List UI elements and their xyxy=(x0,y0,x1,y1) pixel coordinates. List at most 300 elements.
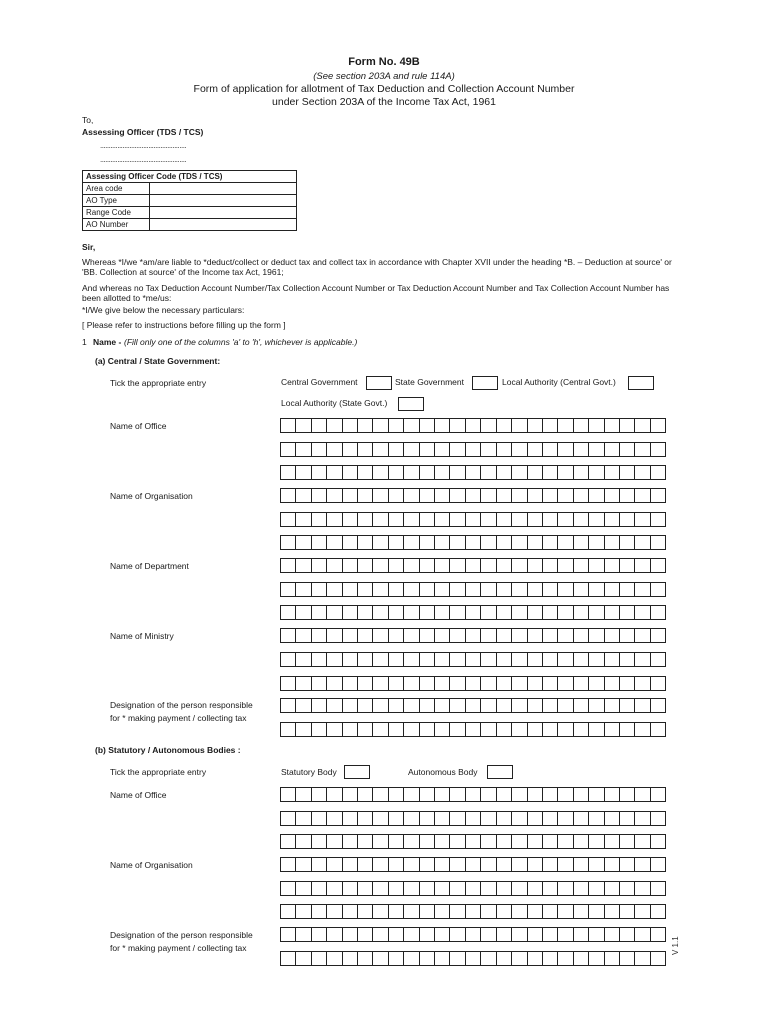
char-cell[interactable] xyxy=(634,835,649,848)
char-cell[interactable] xyxy=(496,952,511,965)
char-cell[interactable] xyxy=(403,489,418,502)
char-cell[interactable] xyxy=(573,858,588,871)
char-cell[interactable] xyxy=(434,677,449,690)
char-cell[interactable] xyxy=(480,466,495,479)
char-cell[interactable] xyxy=(403,513,418,526)
char-cell[interactable] xyxy=(403,583,418,596)
char-cell[interactable] xyxy=(604,928,619,941)
char-cell[interactable] xyxy=(588,812,603,825)
char-cell[interactable] xyxy=(527,606,542,619)
char-cell[interactable] xyxy=(619,466,634,479)
char-cell[interactable] xyxy=(604,653,619,666)
char-cell[interactable] xyxy=(542,443,557,456)
char-cell[interactable] xyxy=(619,443,634,456)
char-cell[interactable] xyxy=(449,812,464,825)
char-cell[interactable] xyxy=(604,443,619,456)
char-cell[interactable] xyxy=(326,699,341,712)
char-cell[interactable] xyxy=(449,489,464,502)
char-cell[interactable] xyxy=(434,583,449,596)
char-cell[interactable] xyxy=(542,677,557,690)
char-cell[interactable] xyxy=(465,699,480,712)
char-cell[interactable] xyxy=(527,677,542,690)
char-cell[interactable] xyxy=(311,443,326,456)
char-cell[interactable] xyxy=(634,952,649,965)
char-cell[interactable] xyxy=(326,882,341,895)
char-cell[interactable] xyxy=(326,723,341,736)
char-cell[interactable] xyxy=(311,536,326,549)
char-cell[interactable] xyxy=(357,788,372,801)
char-cell[interactable] xyxy=(419,788,434,801)
char-cell[interactable] xyxy=(650,653,665,666)
char-cell[interactable] xyxy=(434,858,449,871)
char-cell[interactable] xyxy=(619,812,634,825)
char-cell[interactable] xyxy=(342,812,357,825)
char-cell[interactable] xyxy=(480,812,495,825)
ao-range-code-field[interactable] xyxy=(150,207,297,219)
char-cell[interactable] xyxy=(295,928,310,941)
char-cell[interactable] xyxy=(295,653,310,666)
char-cell[interactable] xyxy=(634,443,649,456)
char-cell[interactable] xyxy=(281,677,295,690)
a-dept-grid-1[interactable] xyxy=(280,558,666,573)
char-cell[interactable] xyxy=(511,419,526,432)
char-cell[interactable] xyxy=(480,583,495,596)
char-cell[interactable] xyxy=(295,723,310,736)
char-cell[interactable] xyxy=(527,443,542,456)
char-cell[interactable] xyxy=(511,723,526,736)
char-cell[interactable] xyxy=(311,858,326,871)
char-cell[interactable] xyxy=(634,583,649,596)
char-cell[interactable] xyxy=(511,905,526,918)
char-cell[interactable] xyxy=(542,513,557,526)
char-cell[interactable] xyxy=(542,812,557,825)
char-cell[interactable] xyxy=(403,629,418,642)
char-cell[interactable] xyxy=(619,882,634,895)
char-cell[interactable] xyxy=(588,559,603,572)
char-cell[interactable] xyxy=(311,559,326,572)
char-cell[interactable] xyxy=(619,952,634,965)
char-cell[interactable] xyxy=(465,952,480,965)
char-cell[interactable] xyxy=(342,653,357,666)
char-cell[interactable] xyxy=(527,882,542,895)
char-cell[interactable] xyxy=(403,812,418,825)
char-cell[interactable] xyxy=(496,882,511,895)
char-cell[interactable] xyxy=(372,629,387,642)
char-cell[interactable] xyxy=(403,952,418,965)
char-cell[interactable] xyxy=(295,606,310,619)
char-cell[interactable] xyxy=(388,699,403,712)
char-cell[interactable] xyxy=(480,677,495,690)
char-cell[interactable] xyxy=(619,699,634,712)
char-cell[interactable] xyxy=(434,723,449,736)
char-cell[interactable] xyxy=(634,858,649,871)
char-cell[interactable] xyxy=(542,905,557,918)
char-cell[interactable] xyxy=(372,788,387,801)
char-cell[interactable] xyxy=(388,513,403,526)
a-ministry-grid-1[interactable] xyxy=(280,628,666,643)
char-cell[interactable] xyxy=(604,677,619,690)
a-office-grid-1[interactable] xyxy=(280,418,666,433)
char-cell[interactable] xyxy=(326,443,341,456)
char-cell[interactable] xyxy=(588,583,603,596)
char-cell[interactable] xyxy=(326,489,341,502)
char-cell[interactable] xyxy=(326,466,341,479)
char-cell[interactable] xyxy=(588,466,603,479)
char-cell[interactable] xyxy=(357,835,372,848)
char-cell[interactable] xyxy=(527,699,542,712)
char-cell[interactable] xyxy=(604,723,619,736)
char-cell[interactable] xyxy=(573,835,588,848)
char-cell[interactable] xyxy=(357,559,372,572)
char-cell[interactable] xyxy=(527,905,542,918)
char-cell[interactable] xyxy=(619,489,634,502)
char-cell[interactable] xyxy=(434,905,449,918)
char-cell[interactable] xyxy=(588,513,603,526)
char-cell[interactable] xyxy=(634,606,649,619)
b-designation-grid-2[interactable] xyxy=(280,951,666,966)
char-cell[interactable] xyxy=(573,905,588,918)
char-cell[interactable] xyxy=(619,788,634,801)
char-cell[interactable] xyxy=(342,723,357,736)
char-cell[interactable] xyxy=(326,812,341,825)
char-cell[interactable] xyxy=(511,788,526,801)
char-cell[interactable] xyxy=(311,419,326,432)
char-cell[interactable] xyxy=(311,882,326,895)
char-cell[interactable] xyxy=(295,905,310,918)
char-cell[interactable] xyxy=(372,677,387,690)
char-cell[interactable] xyxy=(357,858,372,871)
char-cell[interactable] xyxy=(650,466,665,479)
char-cell[interactable] xyxy=(634,466,649,479)
char-cell[interactable] xyxy=(619,653,634,666)
char-cell[interactable] xyxy=(573,699,588,712)
char-cell[interactable] xyxy=(588,443,603,456)
char-cell[interactable] xyxy=(434,489,449,502)
char-cell[interactable] xyxy=(388,536,403,549)
char-cell[interactable] xyxy=(372,952,387,965)
char-cell[interactable] xyxy=(295,559,310,572)
char-cell[interactable] xyxy=(311,928,326,941)
char-cell[interactable] xyxy=(480,835,495,848)
char-cell[interactable] xyxy=(542,835,557,848)
ao-number-field[interactable] xyxy=(150,219,297,231)
char-cell[interactable] xyxy=(527,466,542,479)
char-cell[interactable] xyxy=(372,559,387,572)
char-cell[interactable] xyxy=(419,583,434,596)
char-cell[interactable] xyxy=(434,513,449,526)
char-cell[interactable] xyxy=(619,629,634,642)
char-cell[interactable] xyxy=(342,677,357,690)
char-cell[interactable] xyxy=(511,443,526,456)
char-cell[interactable] xyxy=(449,583,464,596)
char-cell[interactable] xyxy=(326,835,341,848)
char-cell[interactable] xyxy=(326,952,341,965)
char-cell[interactable] xyxy=(573,419,588,432)
char-cell[interactable] xyxy=(480,419,495,432)
char-cell[interactable] xyxy=(557,489,572,502)
char-cell[interactable] xyxy=(434,443,449,456)
char-cell[interactable] xyxy=(511,629,526,642)
char-cell[interactable] xyxy=(573,788,588,801)
char-cell[interactable] xyxy=(511,466,526,479)
char-cell[interactable] xyxy=(650,443,665,456)
char-cell[interactable] xyxy=(650,699,665,712)
char-cell[interactable] xyxy=(342,835,357,848)
char-cell[interactable] xyxy=(465,419,480,432)
char-cell[interactable] xyxy=(326,629,341,642)
char-cell[interactable] xyxy=(419,699,434,712)
char-cell[interactable] xyxy=(634,677,649,690)
char-cell[interactable] xyxy=(403,419,418,432)
char-cell[interactable] xyxy=(557,882,572,895)
local-authority-central-checkbox[interactable] xyxy=(628,376,654,390)
char-cell[interactable] xyxy=(619,606,634,619)
char-cell[interactable] xyxy=(650,583,665,596)
char-cell[interactable] xyxy=(311,952,326,965)
char-cell[interactable] xyxy=(434,882,449,895)
char-cell[interactable] xyxy=(388,629,403,642)
char-cell[interactable] xyxy=(449,466,464,479)
char-cell[interactable] xyxy=(342,858,357,871)
char-cell[interactable] xyxy=(419,443,434,456)
char-cell[interactable] xyxy=(419,928,434,941)
char-cell[interactable] xyxy=(449,905,464,918)
char-cell[interactable] xyxy=(496,629,511,642)
char-cell[interactable] xyxy=(295,513,310,526)
b-org-grid-2[interactable] xyxy=(280,881,666,896)
char-cell[interactable] xyxy=(511,699,526,712)
char-cell[interactable] xyxy=(342,905,357,918)
char-cell[interactable] xyxy=(388,835,403,848)
char-cell[interactable] xyxy=(650,723,665,736)
char-cell[interactable] xyxy=(342,559,357,572)
char-cell[interactable] xyxy=(573,559,588,572)
char-cell[interactable] xyxy=(311,489,326,502)
char-cell[interactable] xyxy=(619,723,634,736)
char-cell[interactable] xyxy=(588,629,603,642)
char-cell[interactable] xyxy=(619,559,634,572)
char-cell[interactable] xyxy=(326,536,341,549)
char-cell[interactable] xyxy=(419,882,434,895)
char-cell[interactable] xyxy=(465,723,480,736)
char-cell[interactable] xyxy=(573,466,588,479)
a-designation-grid-1[interactable] xyxy=(280,698,666,713)
char-cell[interactable] xyxy=(527,536,542,549)
char-cell[interactable] xyxy=(496,583,511,596)
char-cell[interactable] xyxy=(326,905,341,918)
char-cell[interactable] xyxy=(542,536,557,549)
char-cell[interactable] xyxy=(573,653,588,666)
char-cell[interactable] xyxy=(388,489,403,502)
char-cell[interactable] xyxy=(557,443,572,456)
char-cell[interactable] xyxy=(281,788,295,801)
char-cell[interactable] xyxy=(342,952,357,965)
char-cell[interactable] xyxy=(588,723,603,736)
char-cell[interactable] xyxy=(557,419,572,432)
char-cell[interactable] xyxy=(496,905,511,918)
char-cell[interactable] xyxy=(557,699,572,712)
char-cell[interactable] xyxy=(357,489,372,502)
address-line-2[interactable]: .................................................. xyxy=(100,155,187,164)
char-cell[interactable] xyxy=(295,419,310,432)
char-cell[interactable] xyxy=(619,419,634,432)
char-cell[interactable] xyxy=(388,812,403,825)
char-cell[interactable] xyxy=(527,788,542,801)
char-cell[interactable] xyxy=(388,583,403,596)
char-cell[interactable] xyxy=(465,677,480,690)
char-cell[interactable] xyxy=(326,583,341,596)
char-cell[interactable] xyxy=(650,489,665,502)
char-cell[interactable] xyxy=(527,653,542,666)
char-cell[interactable] xyxy=(527,858,542,871)
char-cell[interactable] xyxy=(527,559,542,572)
char-cell[interactable] xyxy=(326,419,341,432)
a-ministry-grid-3[interactable] xyxy=(280,676,666,691)
char-cell[interactable] xyxy=(403,882,418,895)
char-cell[interactable] xyxy=(342,699,357,712)
char-cell[interactable] xyxy=(588,928,603,941)
char-cell[interactable] xyxy=(496,788,511,801)
char-cell[interactable] xyxy=(650,606,665,619)
char-cell[interactable] xyxy=(573,513,588,526)
char-cell[interactable] xyxy=(372,536,387,549)
char-cell[interactable] xyxy=(403,858,418,871)
char-cell[interactable] xyxy=(511,882,526,895)
a-office-grid-3[interactable] xyxy=(280,465,666,480)
char-cell[interactable] xyxy=(496,489,511,502)
char-cell[interactable] xyxy=(419,513,434,526)
char-cell[interactable] xyxy=(557,653,572,666)
char-cell[interactable] xyxy=(650,882,665,895)
char-cell[interactable] xyxy=(557,905,572,918)
char-cell[interactable] xyxy=(604,812,619,825)
char-cell[interactable] xyxy=(388,952,403,965)
char-cell[interactable] xyxy=(281,583,295,596)
char-cell[interactable] xyxy=(419,812,434,825)
char-cell[interactable] xyxy=(449,559,464,572)
char-cell[interactable] xyxy=(388,677,403,690)
char-cell[interactable] xyxy=(496,812,511,825)
char-cell[interactable] xyxy=(403,653,418,666)
char-cell[interactable] xyxy=(511,858,526,871)
char-cell[interactable] xyxy=(619,583,634,596)
char-cell[interactable] xyxy=(342,928,357,941)
char-cell[interactable] xyxy=(588,606,603,619)
char-cell[interactable] xyxy=(281,536,295,549)
char-cell[interactable] xyxy=(588,536,603,549)
char-cell[interactable] xyxy=(480,443,495,456)
a-org-grid-3[interactable] xyxy=(280,535,666,550)
char-cell[interactable] xyxy=(357,952,372,965)
char-cell[interactable] xyxy=(449,536,464,549)
char-cell[interactable] xyxy=(403,928,418,941)
char-cell[interactable] xyxy=(496,928,511,941)
char-cell[interactable] xyxy=(465,606,480,619)
char-cell[interactable] xyxy=(634,723,649,736)
char-cell[interactable] xyxy=(573,882,588,895)
char-cell[interactable] xyxy=(403,559,418,572)
char-cell[interactable] xyxy=(604,536,619,549)
char-cell[interactable] xyxy=(634,419,649,432)
char-cell[interactable] xyxy=(527,513,542,526)
char-cell[interactable] xyxy=(557,723,572,736)
char-cell[interactable] xyxy=(604,466,619,479)
char-cell[interactable] xyxy=(557,788,572,801)
char-cell[interactable] xyxy=(403,466,418,479)
char-cell[interactable] xyxy=(604,606,619,619)
char-cell[interactable] xyxy=(634,788,649,801)
char-cell[interactable] xyxy=(619,536,634,549)
char-cell[interactable] xyxy=(434,653,449,666)
char-cell[interactable] xyxy=(542,559,557,572)
char-cell[interactable] xyxy=(496,653,511,666)
char-cell[interactable] xyxy=(281,699,295,712)
char-cell[interactable] xyxy=(326,513,341,526)
char-cell[interactable] xyxy=(465,653,480,666)
local-authority-state-checkbox[interactable] xyxy=(398,397,424,411)
char-cell[interactable] xyxy=(295,536,310,549)
char-cell[interactable] xyxy=(527,928,542,941)
char-cell[interactable] xyxy=(480,858,495,871)
char-cell[interactable] xyxy=(465,443,480,456)
char-cell[interactable] xyxy=(419,835,434,848)
char-cell[interactable] xyxy=(527,835,542,848)
char-cell[interactable] xyxy=(326,858,341,871)
char-cell[interactable] xyxy=(372,466,387,479)
char-cell[interactable] xyxy=(604,513,619,526)
char-cell[interactable] xyxy=(480,513,495,526)
char-cell[interactable] xyxy=(281,513,295,526)
char-cell[interactable] xyxy=(619,835,634,848)
char-cell[interactable] xyxy=(434,952,449,965)
char-cell[interactable] xyxy=(465,788,480,801)
char-cell[interactable] xyxy=(342,489,357,502)
char-cell[interactable] xyxy=(511,513,526,526)
char-cell[interactable] xyxy=(295,677,310,690)
char-cell[interactable] xyxy=(634,812,649,825)
char-cell[interactable] xyxy=(388,419,403,432)
char-cell[interactable] xyxy=(372,443,387,456)
char-cell[interactable] xyxy=(542,606,557,619)
char-cell[interactable] xyxy=(434,835,449,848)
char-cell[interactable] xyxy=(465,489,480,502)
char-cell[interactable] xyxy=(419,466,434,479)
char-cell[interactable] xyxy=(357,699,372,712)
char-cell[interactable] xyxy=(573,677,588,690)
char-cell[interactable] xyxy=(449,928,464,941)
char-cell[interactable] xyxy=(434,699,449,712)
char-cell[interactable] xyxy=(557,812,572,825)
char-cell[interactable] xyxy=(357,882,372,895)
char-cell[interactable] xyxy=(311,583,326,596)
char-cell[interactable] xyxy=(604,699,619,712)
char-cell[interactable] xyxy=(496,513,511,526)
char-cell[interactable] xyxy=(542,466,557,479)
char-cell[interactable] xyxy=(480,952,495,965)
char-cell[interactable] xyxy=(388,905,403,918)
char-cell[interactable] xyxy=(295,443,310,456)
char-cell[interactable] xyxy=(281,835,295,848)
char-cell[interactable] xyxy=(465,835,480,848)
char-cell[interactable] xyxy=(496,466,511,479)
char-cell[interactable] xyxy=(281,952,295,965)
char-cell[interactable] xyxy=(480,882,495,895)
char-cell[interactable] xyxy=(372,928,387,941)
char-cell[interactable] xyxy=(357,466,372,479)
char-cell[interactable] xyxy=(311,606,326,619)
char-cell[interactable] xyxy=(573,489,588,502)
char-cell[interactable] xyxy=(372,583,387,596)
